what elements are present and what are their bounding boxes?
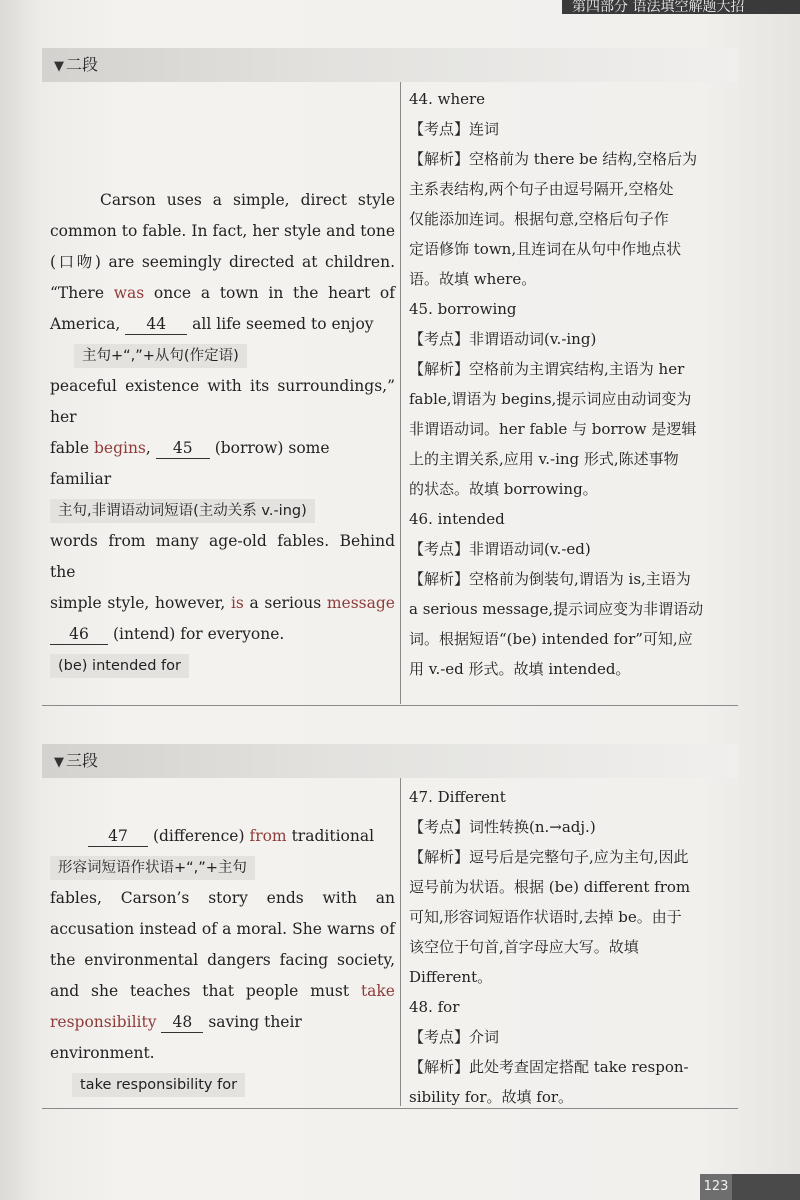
section-three-bottom-rule xyxy=(42,1108,738,1109)
answer-line: 主系表结构,两个句子由逗号隔开,空格处 xyxy=(409,180,674,198)
answer-line: 48. for xyxy=(409,998,460,1016)
passage-text: (difference) xyxy=(152,827,245,845)
section-two-answers xyxy=(409,84,727,684)
answer-line: a serious message,提示词应变为非谓语动 xyxy=(409,600,704,618)
blank-47[interactable]: 47 xyxy=(88,826,148,847)
passage-line: fable begins, 45 (borrow) some familiar xyxy=(50,439,330,488)
section-three-answers xyxy=(409,782,727,1112)
section-two-bottom-rule xyxy=(42,705,738,706)
passage-line xyxy=(50,588,395,619)
answer-line: 46. intended xyxy=(409,510,505,528)
grammar-note-row xyxy=(50,852,395,883)
passage-text: simple style, however, xyxy=(50,594,226,612)
grammar-note-44: 主句+“,”+从句(作定语) xyxy=(74,344,247,368)
answer-line: 语。故填 where。 xyxy=(409,270,537,288)
highlight-word: begins xyxy=(93,439,146,457)
section-two-header xyxy=(42,48,738,82)
answer-line: 定语修饰 town,且连词在从句中作地点状 xyxy=(409,240,682,258)
page-number: 123 xyxy=(700,1174,732,1200)
passage-line: fables, Carson’s story ends with an xyxy=(50,889,395,907)
section-three-passage xyxy=(50,821,395,1100)
passage-line: (口吻) are seemingly directed at children. xyxy=(50,253,395,271)
answer-line: 【考点】非谓语动词(v.-ing) xyxy=(409,330,597,348)
grammar-note-47: 形容词短语作状语+“,”+主句 xyxy=(50,856,255,880)
answer-line: 词。根据短语“(be) intended for”可知,应 xyxy=(409,630,693,648)
passage-text: saving their environment. xyxy=(50,1013,302,1062)
passage-text: America, xyxy=(50,315,121,333)
highlight-word: was xyxy=(113,284,145,302)
blank-45[interactable]: 45 xyxy=(156,438,210,459)
answer-line: Different。 xyxy=(409,968,493,986)
highlight-word: message xyxy=(326,594,395,612)
passage-line: Carson uses a simple, direct style xyxy=(100,191,395,209)
answer-line: sibility for。故填 for。 xyxy=(409,1088,574,1106)
passage-line: common to fable. In fact, her style and tone xyxy=(50,222,395,240)
passage-line: the environmental dangers facing society, xyxy=(50,951,395,969)
answer-line: 的状态。故填 borrowing。 xyxy=(409,480,598,498)
passage-line: words from many age-old fables. Behind the xyxy=(50,532,395,581)
answer-line: 用 v.-ed 形式。故填 intended。 xyxy=(409,660,631,678)
column-divider xyxy=(400,82,401,704)
answer-line: 【解析】空格前为倒装句,谓语为 is,主语为 xyxy=(409,570,691,588)
answer-line: 【解析】此处考查固定搭配 take respon- xyxy=(409,1058,689,1076)
answer-line: 44. where xyxy=(409,90,486,108)
passage-text: traditional xyxy=(291,827,375,845)
blank-44[interactable]: 44 xyxy=(125,314,187,335)
section-two-title: 二段 xyxy=(66,55,99,74)
highlight-word: from xyxy=(249,827,287,845)
grammar-note-45: 主句,非谓语动词短语(主动关系 v.-ing) xyxy=(50,499,315,523)
chapter-header-tab: 第四部分 语法填空解题大招 xyxy=(562,0,800,14)
passage-text: (intend) for everyone. xyxy=(112,625,285,643)
answer-line: 【考点】介词 xyxy=(409,1028,500,1046)
passage-line xyxy=(50,821,395,852)
grammar-note-46: (be) intended for xyxy=(50,654,189,678)
answer-line: 【解析】逗号后是完整句子,应为主句,因此 xyxy=(409,848,689,866)
passage-line: accusation instead of a moral. She warns of xyxy=(50,920,395,938)
passage-line xyxy=(50,309,395,340)
answer-line: 【考点】词性转换(n.→adj.) xyxy=(409,818,596,836)
blank-48[interactable]: 48 xyxy=(161,1012,203,1033)
answer-line: fable,谓语为 begins,提示词应由动词变为 xyxy=(409,390,692,408)
passage-line xyxy=(50,1007,395,1069)
grammar-note-48: take responsibility for xyxy=(72,1073,245,1097)
blank-46[interactable]: 46 xyxy=(50,624,108,645)
answer-line: 可知,形容词短语作状语时,去掉 be。由于 xyxy=(409,908,682,926)
answer-line: 【解析】空格前为主谓宾结构,主语为 her xyxy=(409,360,685,378)
highlight-word: take xyxy=(360,982,395,1000)
passage-line xyxy=(50,619,395,650)
answer-line: 【解析】空格前为 there be 结构,空格后为 xyxy=(409,150,698,168)
answer-line: 【考点】连词 xyxy=(409,120,500,138)
answer-line: 47. Different xyxy=(409,788,506,806)
passage-text: all life seemed to enjoy xyxy=(192,315,374,333)
passage-text: a serious xyxy=(249,594,322,612)
answer-line: 【考点】非谓语动词(v.-ed) xyxy=(409,540,591,558)
column-divider xyxy=(400,778,401,1106)
answer-line: 上的主谓关系,应用 v.-ing 形式,陈述事物 xyxy=(409,450,679,468)
passage-line xyxy=(50,976,395,1007)
highlight-word: is xyxy=(230,594,244,612)
answer-line: 该空位于句首,首字母应大写。故填 xyxy=(409,938,639,956)
triangle-down-icon: ▼ xyxy=(54,755,64,770)
grammar-note-row xyxy=(50,340,395,371)
section-two-passage xyxy=(50,185,395,681)
page-number-tab xyxy=(700,1174,800,1200)
passage-text: fable xyxy=(50,439,90,457)
grammar-note-row xyxy=(50,1069,395,1100)
passage-line: peaceful existence with its surroundings,” her xyxy=(50,377,395,426)
grammar-note-row xyxy=(50,495,395,526)
answer-line: 逗号前为状语。根据 (be) different from xyxy=(409,878,691,896)
answer-line: 非谓语动词。her fable 与 borrow 是逻辑 xyxy=(409,420,697,438)
triangle-down-icon: ▼ xyxy=(54,59,64,74)
section-three-header xyxy=(42,744,738,778)
grammar-note-row xyxy=(50,650,395,681)
passage-text: and she teaches that people must xyxy=(50,982,350,1000)
answer-line: 仅能添加连词。根据句意,空格后句子作 xyxy=(409,210,669,228)
answer-line: 45. borrowing xyxy=(409,300,517,318)
passage-line: “There was once a town in the heart of xyxy=(50,284,395,302)
passage-text: (borrow) some familiar xyxy=(50,439,330,488)
highlight-word: responsibility xyxy=(50,1013,157,1031)
section-three-title: 三段 xyxy=(66,751,99,770)
